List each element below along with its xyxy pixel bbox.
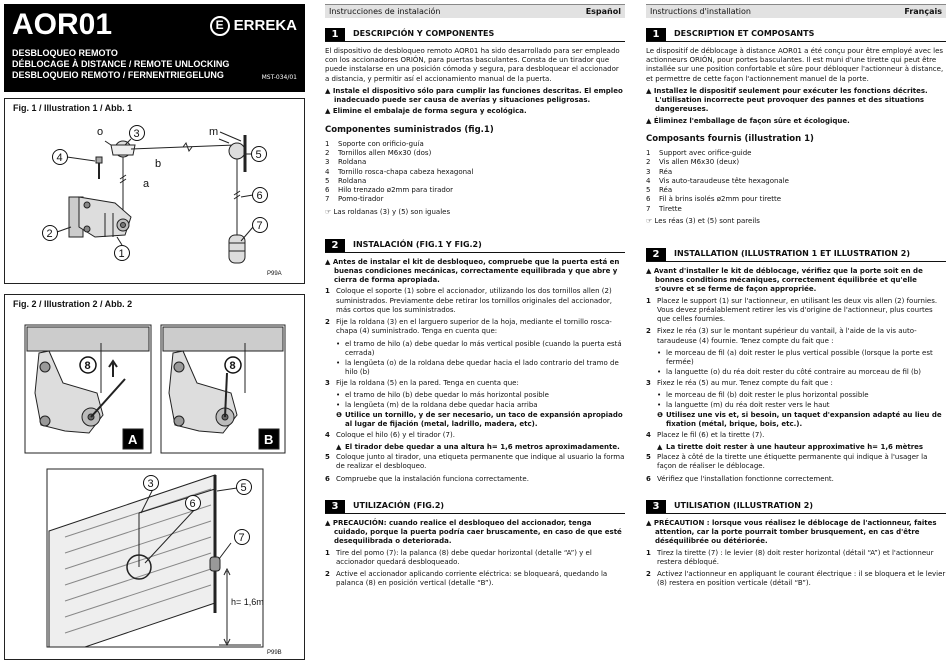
step-number: 3 (325, 378, 330, 387)
es-section-3-heading (325, 500, 625, 514)
item-number: 4 (646, 176, 651, 185)
fr-step-4-warning (646, 443, 946, 452)
fr-components-title: Composants fournis (illustration 1) (646, 133, 814, 144)
es-note-text: Las roldanas (3) y (5) son iguales (333, 207, 451, 216)
item-label: Réa (659, 186, 673, 195)
es-section-2-number: 2 (325, 239, 345, 252)
list-item (646, 195, 946, 204)
fr-step-2-bullet-2: • la languette (o) du réa doit rester du côté contraire au morceau de fil (b) (657, 368, 921, 377)
spanish-column (325, 4, 625, 592)
bullet-text: la lengüeta (m) de la roldana debe quedar hacia arriba (345, 401, 538, 410)
list-item (646, 186, 946, 195)
step-text: Coloque el soporte (1) sobre el accionador, utilizando los dos tornillos allen (2) suministrados. Previamente debe retirar los tornillos originales del accionador, más cortos que los suministrados. (336, 287, 613, 314)
es-use-step-2 (325, 570, 625, 588)
item-label: Hilo trenzado ø2mm para tirador (338, 186, 453, 195)
step-number: 4 (325, 430, 330, 439)
figure-1-title: Fig. 1 / Illustration 1 / Abb. 1 (13, 103, 133, 113)
fr-intro: Le dispositif de déblocage à distance AOR01 a été conçu pour être employé avec les actionneurs ORIÓN, pour portes basculantes. Il est muni d'une tirette qui peut être installée sur une position confortable et sûre pour débloquer l'actionneur à distance, et permettre de cette façon l'actionnement manuel de la porte. (646, 47, 944, 83)
pointing-hand-icon: ☞ (325, 207, 334, 216)
item-label: Roldana (338, 158, 367, 167)
item-number: 2 (646, 158, 651, 167)
es-step-6 (325, 475, 625, 484)
item-number: 2 (325, 149, 330, 158)
fig2-label-5: 5 (240, 482, 247, 494)
es-use-step-1 (325, 549, 625, 567)
list-item (646, 177, 946, 186)
list-item (646, 158, 946, 167)
item-number: 7 (646, 204, 651, 213)
item-label: Vis auto-taraudeuse tête hexagonale (659, 176, 789, 185)
fig1-label-o: o (97, 126, 104, 138)
step-text: Compruebe que la instalación funciona correctamente. (336, 474, 529, 483)
step-text: Coloque el hilo (6) y el tirador (7). (336, 430, 455, 439)
warning-triangle-icon: ▲ (646, 116, 654, 125)
fig2-ref: P99B (267, 650, 282, 656)
es-section-1-heading (325, 28, 625, 42)
bullet-text: la languette (o) du réa doit rester du côté contraire au morceau de fil (b) (666, 368, 921, 377)
fr-warning-3-text: Avant d'installer le kit de déblocage, vérifiez que la porte soit en de bonnes conditions mécaniques, correctement équilibrée et qu'elle s'ouvre et se ferme de façon appropriée. (653, 266, 923, 294)
item-label: Tirette (659, 204, 682, 213)
es-warning-3 (325, 258, 625, 286)
brand-logo (210, 16, 297, 36)
step-number: 1 (646, 548, 651, 557)
warning-text: La tirette doit rester à une hauteur approximative h= 1,6 mètres (666, 442, 924, 451)
bullet-text: la languette (m) du réa doit rester vers le haut (666, 401, 830, 410)
fr-section-3-number: 3 (646, 500, 666, 513)
detail-b-label: B (264, 432, 274, 447)
es-warning-3-text: Antes de instalar el kit de desbloqueo, compruebe que la puerta está en buenas condiciones mecánicas, correctamente equilibrada y que abre y cierra de forma apropiada. (332, 257, 620, 285)
fr-step-4 (646, 431, 946, 440)
figure-2-title: Fig. 2 / Illustration 2 / Abb. 2 (13, 299, 133, 309)
warning-triangle-icon: ▲ (657, 442, 663, 451)
fr-language: Français (904, 7, 942, 16)
step-text: Placez à côté de la tirette une étiquette permanente qui indique à l'usager la façon de réaliser le déblocage. (657, 453, 928, 471)
fr-section-3-heading (646, 500, 946, 514)
step-number: 2 (325, 318, 330, 327)
fr-section-1-title: DESCRIPTION ET COMPOSANTS (674, 29, 815, 39)
fr-topbar (646, 4, 946, 18)
french-column (646, 4, 946, 592)
es-step-3-info (325, 411, 625, 429)
bullet-text: el tramo de hilo (b) debe quedar lo más horizontal posible (345, 390, 549, 399)
list-item (325, 158, 625, 167)
figure-1-diagram (5, 117, 304, 283)
es-topbar (325, 4, 625, 18)
item-number: 1 (325, 139, 330, 148)
es-step-2 (325, 318, 625, 336)
es-language: Español (585, 7, 621, 16)
fr-warning-2 (646, 117, 946, 126)
fr-warning-2-text: Éliminez l'emballage de façon sûre et écologique. (653, 116, 850, 125)
item-label: Pomo-tirador (338, 195, 384, 204)
fig1-label-b: b (155, 158, 162, 170)
es-step-3 (325, 379, 625, 388)
fr-note (646, 217, 946, 226)
warning-triangle-icon: ▲ (646, 518, 654, 527)
fig1-label-7: 7 (256, 220, 263, 232)
step-number: 5 (646, 453, 651, 462)
fr-step-5 (646, 453, 946, 471)
fr-warning-4 (646, 519, 946, 547)
list-item (325, 168, 625, 177)
es-section-1-title: DESCRIPCIÓN Y COMPONENTES (353, 29, 495, 39)
fr-section-2-number: 2 (646, 248, 666, 261)
item-number: 1 (646, 149, 651, 158)
es-section-2-title: INSTALACIÓN (FIG.1 Y FIG.2) (353, 239, 482, 249)
fr-step-3-bullet-2: • la languette (m) du réa doit rester vers le haut (657, 401, 830, 410)
fig1-label-1: 1 (118, 248, 125, 260)
es-section-3-number: 3 (325, 500, 345, 513)
item-number: 5 (325, 176, 330, 185)
step-text: Fixez le réa (5) au mur. Tenez compte du fait que : (657, 378, 833, 387)
subtitle-3: DESBLOQUEIO REMOTO / FERNENTRIEGELUNG (12, 70, 224, 80)
fig2-label-3: 3 (147, 478, 154, 490)
es-warning-2 (325, 107, 625, 116)
es-intro: El dispositivo de desbloqueo remoto AOR01 ha sido desarrollado para ser empleado con los accionadores ORIÓN, para puertas basculantes. Consta de un tirador que puede instalarse en una posición cómoda y segura, para desbloquear el accionador a distancia, y permitir así el accionamiento manual de la puerta. (325, 47, 620, 83)
warning-text: El tirador debe quedar a una altura h= 1,6 metros aproximadamente. (345, 442, 620, 451)
step-text: Coloque junto al tirador, una etiqueta permanente que indique al usuario la forma de realizar el desbloqueo. (336, 453, 625, 471)
list-item (325, 177, 625, 186)
item-number: 3 (646, 167, 651, 176)
step-text: Active el accionador aplicando corriente eléctrica: se bloqueará, quedando la palanca (8) en posición vertical (detalle “B”). (336, 570, 608, 588)
item-number: 6 (325, 186, 330, 195)
fig2-label-6: 6 (189, 498, 196, 510)
fig1-label-a: a (143, 178, 150, 190)
step-text: Activez l'actionneur en appliquant le courant électrique : il se bloquera et le levier (8) restera en position verticale (détail “B”). (657, 570, 946, 588)
item-label: Fil à brins isolés ø2mm pour tirette (659, 195, 782, 204)
step-number: 2 (646, 327, 651, 336)
bullet-text: le morceau de fil (b) doit rester le plus horizontal possible (666, 390, 869, 399)
pointing-hand-icon: ☞ (646, 216, 655, 225)
es-warning-4 (325, 519, 625, 547)
fr-use-step-1 (646, 549, 946, 567)
warning-triangle-icon: ▲ (336, 442, 342, 451)
info-text: Utilisez une vis et, si besoin, un taquet d'expansion adapté au lieu de fixation (métal, brique, bois, etc.). (666, 411, 942, 429)
warning-triangle-icon: ▲ (325, 518, 333, 527)
fr-section-2-title: INSTALLATION (ILLUSTRATION 1 ET ILLUSTRATION 2) (674, 249, 910, 259)
es-step-3-bullet-2: • la lengüeta (m) de la roldana debe quedar hacia arriba (336, 401, 538, 410)
step-number: 6 (325, 474, 330, 483)
es-step-4-warning (325, 443, 625, 452)
item-label: Réa (659, 167, 673, 176)
fig1-label-6: 6 (256, 190, 263, 202)
step-number: 4 (646, 430, 651, 439)
figure-2-diagram (5, 313, 304, 659)
fr-step-3 (646, 379, 946, 388)
es-step-5 (325, 453, 625, 471)
figure-2 (4, 294, 305, 660)
subtitle-1: DESBLOQUEO REMOTO (12, 48, 118, 58)
subtitles (12, 48, 297, 81)
es-warning-2-text: Elimine el embalaje de forma segura y ecológica. (332, 107, 527, 116)
es-step-2-bullet-1: • el tramo de hilo (a) debe quedar lo más vertical posible (cuando la puerta está cerrada) (325, 340, 625, 358)
step-number: 2 (646, 570, 651, 579)
es-components-title: Componentes suministrados (fig.1) (325, 124, 494, 135)
warning-triangle-icon: ▲ (325, 257, 333, 266)
subtitle-2: DÉBLOCAGE À DISTANCE / REMOTE UNLOCKING (12, 59, 230, 69)
document-code: MST-034/01 (261, 74, 297, 82)
fr-step-2 (646, 327, 946, 345)
step-text: Fixez le réa (3) sur le montant supérieur du vantail, à l'aide de la vis auto-taraudeuse (4) fournie. Tenez compte du fait que : (657, 327, 917, 345)
erreka-logo-icon: E (210, 16, 230, 36)
fr-warning-1-text: Installez le dispositif seulement pour exécuter les fonctions décrites. L'utilisation incorrecte peut provoquer des pannes et des situations dangereuses. (653, 86, 928, 114)
fr-section-3-title: UTILISATION (ILLUSTRATION 2) (674, 501, 813, 511)
step-number: 6 (646, 474, 651, 483)
list-item (646, 205, 946, 214)
item-number: 5 (646, 186, 651, 195)
fr-step-6 (646, 475, 946, 484)
item-label: Tornillo rosca-chapa cabeza hexagonal (338, 167, 474, 176)
step-text: Placez le support (1) sur l'actionneur, en utilisant les deux vis allen (2) fournies. Vous devez préalablement retirer les vis d'origine de l'actionneur, plus courtes que celles fournies. (657, 296, 938, 324)
info-text: Utilice un tornillo, y de ser necesario, un taco de expansión apropiado al lugar de fijación (metal, ladrillo, madera, etc). (345, 411, 623, 429)
step-text: Vérifiez que l'installation fonctionne correctement. (657, 474, 834, 483)
fr-topbar-title: Instructions d'installation (650, 7, 751, 16)
fig2-label-8b: 8 (229, 360, 236, 372)
bullet-text: la lengüeta (o) de la roldana debe quedar hacia el lado contrario del tramo de hilo (b) (345, 359, 619, 377)
item-label: Vis allen M6x30 (deux) (659, 158, 740, 167)
step-text: Placez le fil (6) et la tirette (7). (657, 430, 765, 439)
document-header (4, 4, 305, 92)
step-text: Fije la roldana (3) en el larguero superior de la hoja, mediante el tornillo rosca-chapa (4) suministrado. Tenga en cuenta que: (336, 318, 612, 336)
es-step-4 (325, 431, 625, 440)
step-text: Fije la roldana (5) en la pared. Tenga en cuenta que: (336, 378, 519, 387)
fr-warning-1 (646, 87, 946, 115)
fig2-label-8a: 8 (84, 360, 91, 372)
es-note (325, 208, 625, 217)
item-number: 6 (646, 195, 651, 204)
es-components-list (325, 140, 625, 205)
item-label: Soporte con orificio-guía (338, 139, 424, 148)
fig2-height: h= 1,6m (231, 597, 264, 607)
fig1-label-5: 5 (255, 149, 262, 161)
item-number: 7 (325, 195, 330, 204)
fig1-label-m: m (209, 126, 219, 138)
fig1-ref: P99A (267, 271, 282, 277)
fig1-label-4: 4 (56, 152, 63, 164)
item-label: Tornillos allen M6x30 (dos) (338, 149, 432, 158)
fr-note-text: Les réas (3) et (5) sont pareils (654, 216, 760, 225)
fr-use-step-2 (646, 570, 946, 588)
es-warning-4-text: PRECAUCIÓN: cuando realice el desbloqueo del accionador, tenga cuidado, porque la puerta podría caer bruscamente, en caso de que esté desequilibrada o deteriorada. (332, 518, 622, 546)
es-step-3-bullet-1: • el tramo de hilo (b) debe quedar lo más horizontal posible (336, 390, 549, 399)
warning-triangle-icon: ▲ (646, 86, 654, 95)
warning-triangle-icon: ▲ (325, 86, 333, 95)
fr-step-3-bullet-1: • le morceau de fil (b) doit rester le plus horizontal possible (657, 390, 869, 399)
list-item (646, 149, 946, 158)
fr-components-list (646, 149, 946, 214)
item-label: Support avec orifice-guide (659, 149, 752, 158)
es-step-2-bullet-2: • la lengüeta (o) de la roldana debe quedar hacia el lado contrario del tramo de hilo (b) (325, 359, 625, 377)
step-text: Tire del pomo (7): la palanca (8) debe quedar horizontal (detalle “A”) y el accionador quedará desbloqueado. (336, 548, 592, 566)
es-section-3-title: UTILIZACIÓN (FIG.2) (353, 501, 445, 511)
fr-step-2-bullet-1: • le morceau de fil (a) doit rester le plus vertical possible (lorsque la porte est fermée) (646, 349, 946, 367)
fr-warning-4-text: PRÉCAUTION : lorsque vous réalisez le déblocage de l'actionneur, faites attention, car la porte pourrait tomber brusquement, en cas d'être déséquilibrée ou détériorée. (653, 518, 937, 546)
bullet-text: le morceau de fil (a) doit rester le plus vertical possible (lorsque la porte est fermée) (666, 348, 933, 367)
bullet-text: el tramo de hilo (a) debe quedar lo más vertical posible (cuando la puerta está cerrada) (345, 339, 622, 357)
fr-section-1-number: 1 (646, 28, 666, 41)
step-number: 5 (325, 453, 330, 462)
es-topbar-title: Instrucciones de instalación (329, 7, 441, 16)
fig1-label-2: 2 (46, 228, 53, 240)
model-title: AOR01 (12, 8, 113, 41)
fr-section-2-heading (646, 248, 946, 262)
list-item (325, 140, 625, 149)
step-number: 2 (325, 570, 330, 579)
figure-1 (4, 98, 305, 284)
es-section-2-heading (325, 239, 625, 253)
fr-step-1 (646, 297, 946, 325)
item-number: 3 (325, 158, 330, 167)
left-column (4, 4, 305, 660)
list-item (646, 168, 946, 177)
step-number: 1 (646, 296, 651, 305)
es-warning-1-text: Instale el dispositivo sólo para cumplir las funciones descritas. El empleo inadecuado puede ser causa de averías y situaciones peligrosas. (332, 86, 623, 105)
detail-a-label: A (128, 432, 138, 447)
step-number: 1 (325, 287, 330, 296)
es-section-1-number: 1 (325, 28, 345, 41)
list-item (325, 195, 625, 204)
fig1-label-3: 3 (133, 128, 140, 140)
fr-section-1-heading (646, 28, 946, 42)
brand-name: ERREKA (233, 17, 297, 35)
fig2-label-7: 7 (238, 532, 245, 544)
info-circle-icon: ❶ (336, 411, 342, 420)
fr-warning-3 (646, 267, 946, 295)
warning-triangle-icon: ▲ (646, 266, 654, 275)
item-label: Roldana (338, 176, 367, 185)
fr-step-3-info (646, 411, 946, 429)
es-warning-1 (325, 87, 625, 105)
info-circle-icon: ❶ (657, 411, 663, 420)
step-number: 3 (646, 378, 651, 387)
step-text: Tirez la tirette (7) : le levier (8) doit rester horizontal (détail “A”) et l'actionneur restera débloqué. (657, 548, 934, 566)
warning-triangle-icon: ▲ (325, 107, 333, 116)
item-number: 4 (325, 167, 330, 176)
list-item (325, 186, 625, 195)
es-step-1 (325, 287, 625, 315)
list-item (325, 149, 625, 158)
step-number: 1 (325, 548, 330, 557)
